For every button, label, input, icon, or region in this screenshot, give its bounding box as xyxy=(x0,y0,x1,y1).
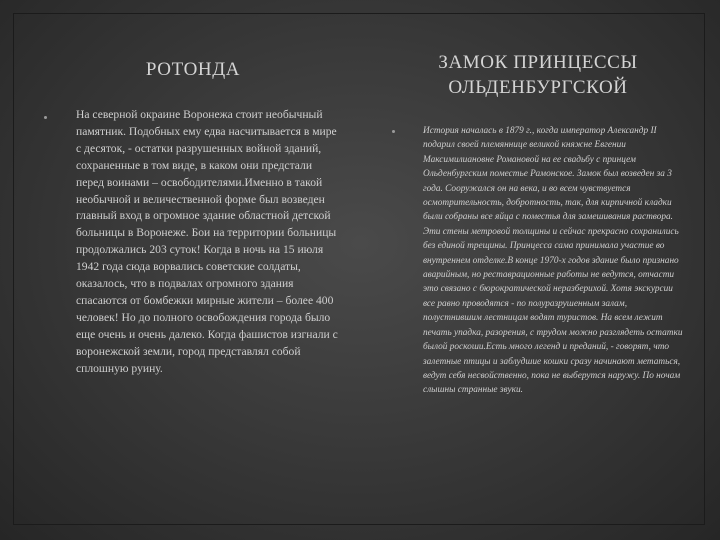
right-bullet-icon xyxy=(392,130,395,133)
right-column-heading: ЗАМОК ПРИНЦЕССЫ ОЛЬДЕНБУРГСКОЙ xyxy=(438,52,638,98)
left-column-body: На северной окраине Воронежа стоит необычный памятник. Подобных ему едва насчитывается в мире с десяток, - остатки разрушенных войной зданий, сохраненные в том виде, в каком они предстали перед воинами – освободителями.Именно в такой необычной и величественной форме был возведен главный вход в огромное здание областной детской больницы в Воронеже. Бои на территории больницы продолжались 203 суток! Когда в ночь на 15 июля 1942 года сюда ворвались советские солдаты, оказалось, что в подвалах огромного здания спасаются от бомбежки мирные жители – более 400 человек! Но до полного освобождения города было еще очень и очень далеко. Когда фашистов изгнали с воронежской земли, город представлял собой сплошную руину. xyxy=(76,108,338,375)
left-bullet-icon xyxy=(44,116,47,119)
right-column-body: История началась в 1879 г., когда император Александр II подарил своей племяннице великой княжне Евгении Максимилиановне Романовой на ее свадьбу с принцем Ольденбургским поместье Рамонское. Замок был возведен за 3 года. Сооружался он на века, и во всем чувствуется осмотрительность, добротность, так, для кирпичной кладки были собраны все яйца с поместья для замешивания раствора. Эти стены метровой толщины и сейчас прекрасно сохранились без единой трещины. Принцесса сама принимала участие во внутреннем отделке.В конце 1970-х годов здание было признано аварийным, но реставрационные работы не ведутся, отчасти это связано с бюрократической неразберихой. Хотя экскурсии все равно проводятся - по полуразрушенным залам, полустнившим лестницам водят туристов. На всем лежит печать упадка, разорения, с трудом можно разглядеть остатки былой роскоши.Есть много легенд и преданий, - говорят, что залетные птицы и заблудшие кошки сразу начинают метаться, ведут себя несвойственно, пока не выберутся наружу. По ночам слышны странные звуки. xyxy=(423,126,683,396)
left-column-heading: РОТОНДА xyxy=(145,59,241,80)
